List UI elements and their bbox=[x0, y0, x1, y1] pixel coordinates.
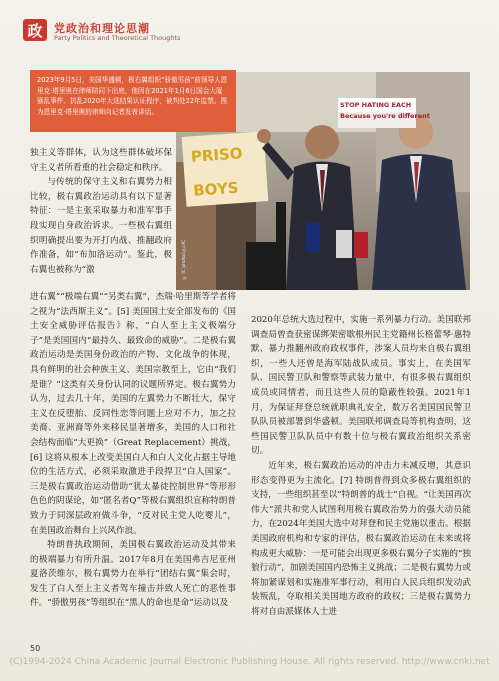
copyright-footer: (C)1994-2024 China Academic Journal Electronic Publishing House. All rights reserved. http://www.cnki.net bbox=[9, 657, 490, 667]
article-column-right bbox=[251, 313, 471, 619]
page-number: 50 bbox=[30, 644, 41, 653]
photo-caption: 2023年9月5日，美国华盛顿，极右翼组织“骄傲男孩”前领导人恩里克·塔里奥在律师陪同下出庭，他因在2021年1月6日国会大厦骚乱事件、抗乱2020年大选结果认证程序，被判处22年监禁。图为恩里克·塔里奥的律师向记者发表讲话。 bbox=[30, 70, 236, 132]
paragraph: 特朗普执政期间，美国极右翼政治运动及其带来的极端暴力有所升温。2017年8月在美国弗吉尼亚州夏洛茨维尔，极右翼势力在举行“团结右翼”集会时，发生了白人至上主义者驾车撞击并致人死亡的恶性事件。“骄傲男孩”等组织在“黑人的命也是命”运动以及 bbox=[30, 540, 236, 609]
paragraph: 独主义等群体，认为这些群体破坏保守主义者所看重的社会稳定和秩序。 bbox=[30, 148, 172, 173]
paragraph: 近年来，极右翼政治运动的冲击力未减反增，其意识形态变得更为主流化。[7] 特朗普得到众多极右翼组织的支持，一些组织甚至以“特朗普的战士”自视。“让美国再次伟大”派共和党人试图利用极右翼政治势力的强大动员能力，在2024年美国大选中对拜登和民主党施以重击。根据美国政府机构和专家的评估，极右翼政治运动在未来或将构成更大威胁：一是可能会出现更多极右翼分子实施的“独狼行动”，加剧美国国内恐怖主义挑战；二是极右翼势力或将加紧谋划和实施准军事行动，利用白人民兵组织发动武装叛乱，夺取相关美国地方政府的政权；三是极右翼势力将对自由派媒体人士进 bbox=[251, 460, 471, 617]
article-column-left-top bbox=[30, 146, 172, 277]
protest-sign-left: PRISO BOYS bbox=[190, 144, 244, 200]
paragraph: 2020年总统大选过程中，实施一系列暴力行动。美国联邦调查局曾查获密谋绑架密歇根州民主党籍州长格蕾琴·惠特默、暴力推翻州政府政权事件，涉案人员均来自极右翼组织，一些人还曾是海军陆战队成员。事实上，在美国军队、国民警卫队和警察等武装力量中，有很多极右翼组织成员或同情者，而且这些人员的隐蔽性较强。2021年1月，为保证拜登总统就职典礼安全，数万名美国国民警卫队队员被部署到华盛顿。美国联邦调查局等机构查明，这些国民警卫队队员中有数十位与极右翼政治组织关系密切。 bbox=[251, 315, 471, 457]
journal-section-subtitle: Party Politics and Theoretical Thoughts bbox=[54, 34, 181, 42]
journal-section-title: 党政治和理论思潮 bbox=[54, 22, 150, 35]
protest-sign-right: STOP HATING EACH Because you're different bbox=[340, 101, 430, 120]
journal-header bbox=[22, 18, 282, 46]
journal-logo-icon bbox=[22, 18, 50, 44]
article-column-left-bottom bbox=[30, 290, 236, 611]
svg-text:政: 政 bbox=[27, 22, 43, 40]
paragraph: 进右翼”“极端右翼”“另类右翼”，杰瑞·哈里斯等学者将之视为“法西斯主义”。[5] 美国国土安全部发布的《国土安全威胁评估报告》称，“白人至上主义极端分子”是美国国内“最持久、最致命的威胁”。二是极右翼政治运动是美国身份政治的产物、文化战争的体现，具有鲜明的社会种族主义、美国宗教至上，它由“我们是谁？”这类有关身份认同的议题所界定。极右翼势力认为，过去几十年，美国的左翼势力不断壮大，保守主义在反堕胎、反同性恋等问题上应对不力，加之拉美裔、亚洲裔等外来移民显著增多，美国的人口和社会结构面临“大更换”（Great Replacement）挑战，[6] 这将从根本上改变美国白人和白人文化占据主导地位的生活方式，必须采取激进手段捍卫“白人国家”。三是极右翼政治运动借助“犹太暴徒控制世界”等形形色色的阴谋论，如“匿名者Q”等极右翼组织宣称特朗普致力于同深层政府做斗争，“反对民主党人吃婴儿”，在美国政治舞台上兴风作浪。 bbox=[30, 292, 236, 536]
photo-credit: ◎ IC photo/东方IC bbox=[182, 239, 187, 280]
paragraph: 与传统的保守主义和右翼势力相比较，极右翼政治运动具有以下显著特征：一是主张采取暴力和准军事手段实现自身政治诉求。一些极右翼组织明确提出要为开打内战、推翻政府作准备，如“布加洛运动”。鉴此，极右翼也被称为“激 bbox=[30, 177, 172, 275]
